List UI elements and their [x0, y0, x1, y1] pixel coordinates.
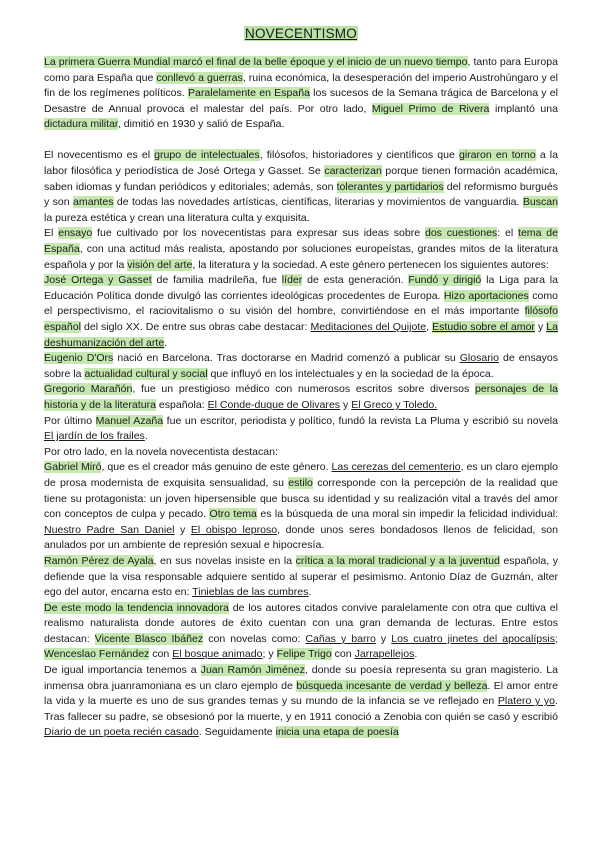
text-run: , donde unos seres bondadosos llenos de felicidad, son anulados por un ambiente de represión sexual e hipocresía.	[44, 523, 558, 552]
highlighted-text: líder	[281, 274, 303, 287]
underlined-title: El jardín de los frailes	[44, 430, 145, 443]
paragraph	[44, 445, 558, 461]
underlined-title: El bosque animado	[172, 648, 263, 661]
text-run: de familia madrileña, fue	[151, 274, 282, 287]
underlined-title: Diario de un poeta recién casado	[44, 726, 199, 739]
underlined-title: Los cuatro jinetes del apocalípsis	[391, 632, 556, 645]
highlighted-text: Manuel Azaña	[95, 414, 164, 427]
text-run: con	[331, 648, 355, 661]
highlighted-text: De este modo la tendencia innovadora	[44, 601, 229, 614]
text-run: . Seguidamente	[198, 726, 276, 739]
highlighted-text: tema de España	[44, 227, 559, 256]
highlighted-text: conllevó a guerras	[156, 71, 243, 84]
underlined-title: Tinieblas de las cumbres	[192, 586, 309, 599]
highlighted-text: Otro tema	[209, 508, 257, 521]
highlighted-underlined-text: Estudio sobre el amor	[432, 321, 535, 333]
text-run: .	[144, 430, 148, 443]
text-run: de los autores citados convive paralelamente con otra que cultiva el realismo naturalista donde autores de éxito cuentan con una gran demanda de lecturas. Entre estos destacan:	[44, 601, 558, 645]
text-run: y	[534, 321, 547, 333]
text-run: El	[44, 227, 59, 240]
highlighted-text: Hizo aportaciones	[443, 289, 529, 302]
text-run: .	[164, 336, 168, 349]
text-run: que influyó en los intelectuales y en la sociedad de la época.	[207, 367, 494, 380]
highlighted-text: Juan Ramón Jiménez	[200, 664, 305, 677]
paragraph	[44, 382, 558, 413]
underlined-title: El Greco y Toledo.	[351, 398, 438, 411]
text-run: Por último	[44, 414, 96, 427]
highlighted-text: inicia una etapa de poesía	[275, 726, 399, 739]
text-run: , en sus novelas insiste en la	[153, 554, 296, 567]
underlined-title: El Conde-duque de Olivares	[207, 398, 341, 411]
text-run: de ensayos sobre la	[44, 352, 559, 380]
paragraph	[44, 273, 558, 351]
text-run: del reformismo burgués y son	[44, 180, 558, 209]
highlighted-text: dictadura militar	[44, 118, 118, 131]
text-run: , filósofos, historiadores y científicos que	[259, 149, 459, 162]
highlighted-text: José Ortega y Gasset	[44, 274, 152, 287]
text-run: de esta generación.	[302, 274, 409, 287]
text-run: . El amor entre la vida y la muerte es uno de sus grandes temas y su mundo de la infancia se ve reflejado en	[44, 679, 559, 708]
highlighted-text: actualidad cultural y social	[84, 367, 208, 380]
highlighted-text: ensayo	[58, 227, 93, 240]
underlined-title: Cañas y barro	[305, 632, 376, 645]
text-run: ;	[555, 632, 558, 645]
highlighted-text: La primera Guerra Mundial marcó el final de la belle époque y el inicio de un nuevo tiempo	[44, 56, 468, 68]
text-run: de todas las novedades artísticas, científicas, literarias y movimientos de vanguardia.	[113, 196, 523, 209]
underlined-title: Meditaciones del Quijote	[310, 321, 427, 333]
text-run: , donde su poesía representa su gran magisterio. La inmensa obra juanramoniana es un claro ejemplo de	[44, 664, 558, 692]
text-run: fue un escritor, periodista y político, fundó la revista La Pluma y escribió su novela	[163, 414, 558, 427]
text-run: porque tienen formación académica, saben idiomas y fundan periódicos y editoriales; además, son	[44, 165, 558, 193]
highlighted-text: crítica a la moral tradicional y a la juventud	[295, 554, 500, 567]
highlighted-text: Vicente Blasco Ibáñez	[94, 632, 204, 645]
underlined-title: Jarrapellejos	[354, 648, 415, 661]
text-run: corresponde con la percepción de la realidad que tiene su protagonista: un joven hipersensible que busca su identidad y su realización vital a través del amor con conceptos de culpa y pecado.	[44, 476, 558, 521]
highlighted-text: Gregorio Marañón	[44, 383, 133, 396]
highlighted-text: visión del arte	[127, 258, 193, 271]
text-run: , es un claro ejemplo de prosa modernista de exquisita sensualidad, su	[44, 461, 559, 489]
highlighted-text: tolerantes y partidarios	[336, 180, 444, 193]
paragraph	[44, 148, 558, 226]
text-run: a la labor filosófica y periodística de José Ortega y Gasset. Se	[44, 149, 559, 178]
highlighted-text: Eugenio D'Ors	[44, 352, 114, 365]
text-run: los sucesos de la Semana trágica de Barcelona y el Desastre de Annual provoca el malestar del país. Por otro lado,	[44, 87, 559, 115]
underlined-title: Platero y yo	[497, 695, 556, 708]
text-run: nació en Barcelona. Tras doctorarse en Madrid comenzó a publicar su	[113, 352, 460, 365]
text-run: con novelas como:	[203, 632, 306, 645]
paragraph	[44, 663, 558, 741]
text-run: .	[414, 648, 418, 661]
text-run: El novecentismo es el	[44, 149, 155, 162]
text-run: española:	[155, 398, 208, 411]
underlined-title: El obispo leproso	[190, 523, 278, 536]
text-run: , con una actitud más realista, apostando por soluciones europeístas, grandes mitos de la literatura española y por la	[44, 243, 558, 271]
text-run: implantó una	[489, 102, 559, 115]
paragraph	[44, 601, 558, 663]
text-run: , que es el creador más genuino de este género.	[101, 461, 332, 474]
highlighted-text: grupo de intelectuales	[154, 149, 260, 162]
document-body	[44, 55, 558, 741]
paragraph	[44, 460, 558, 554]
text-run: ; y	[262, 648, 277, 661]
text-run: .	[308, 586, 312, 599]
paragraph	[44, 554, 558, 601]
highlighted-text: Miguel Primo de Rivera	[371, 102, 490, 115]
text-run: y	[375, 632, 392, 645]
text-run: es la búsqueda de una moral sin impedir la felicidad individual:	[256, 508, 558, 521]
text-run: , ruina económica, la desesperación del imperio Austrohúngaro y el fin de los regímenes políticos.	[44, 71, 558, 100]
text-run: : el	[497, 227, 519, 240]
text-run: como el perspectivismo, el raciovitalismo o su visión del hombre, convirtiéndose en el más importante	[44, 289, 558, 318]
text-run: española, y defiende que la visa responsable adquiere sentido al superar el pesimismo. Antonio Díaz de Guzmán, alter ego del autor, encarna esto en:	[44, 554, 558, 599]
text-run: , dimitió en 1930 y salió de España.	[117, 118, 285, 131]
text-run: del siglo XX. De entre sus obras cabe destacar:	[80, 321, 311, 333]
highlighted-text: filósofo español	[44, 305, 558, 333]
highlighted-text: dos cuestiones	[424, 227, 498, 240]
underlined-title: Nuestro Padre San Daniel	[44, 523, 175, 536]
highlighted-text: personajes de la historia y de la literatura	[44, 383, 558, 411]
text-run: De igual importancia tenemos a	[44, 664, 201, 677]
highlighted-text: Gabriel Miró	[44, 461, 102, 474]
text-run: fue cultivado por los novecentistas para expresar sus ideas sobre	[92, 227, 425, 240]
text-run: , tanto para Europa como para España que	[44, 56, 558, 84]
highlighted-underlined-text: La deshumanización del arte	[44, 321, 558, 349]
text-run: Por otro lado, en la novela novecentista destacan:	[44, 445, 278, 458]
paragraph	[44, 226, 558, 273]
paragraph	[44, 351, 558, 382]
text-run: y	[174, 523, 191, 536]
highlighted-text: estilo	[288, 476, 313, 489]
text-run: la Liga para la Educación Política donde divulgó las corrientes ideológicas procedentes de Europa.	[44, 274, 558, 302]
page-title: NOVECENTISMO	[245, 26, 357, 41]
highlighted-text: búsqueda incesante de verdad y belleza	[296, 679, 488, 692]
paragraph	[44, 55, 558, 133]
underlined-title: Glosario	[459, 352, 499, 365]
highlighted-text: Fundó y dirigió	[408, 274, 482, 287]
highlighted-text: Wenceslao Fernández	[44, 648, 150, 661]
text-run: . Tras fallecer su padre, se obsesionó por la muerte, y en 1911 conoció a Zenobia con quién se casó y escribió	[44, 695, 558, 723]
highlighted-text: amantes	[73, 196, 114, 209]
text-run: ,	[426, 321, 433, 333]
text-run: , fue un prestigioso médico con numerosos escritos sobre diversos	[132, 383, 476, 396]
highlighted-text: caracterizan	[324, 165, 382, 178]
highlighted-text: giraron en torno	[458, 149, 536, 162]
underlined-title: Las cerezas del cementerio	[331, 461, 461, 474]
highlighted-text: Paralelamente en España	[187, 87, 310, 100]
highlighted-text: Felipe Trigo	[276, 648, 332, 661]
text-run: con	[149, 648, 173, 661]
highlighted-text: Buscan	[522, 196, 558, 209]
text-run: , la literatura y la sociedad. A este género pertenecen los siguientes autores:	[192, 258, 549, 271]
text-run: la pureza estética y crean una literatura culta y exquisita.	[44, 211, 310, 224]
paragraph	[44, 414, 558, 445]
highlighted-text: Ramón Pérez de Ayala	[44, 554, 154, 567]
text-run: y	[340, 398, 352, 411]
